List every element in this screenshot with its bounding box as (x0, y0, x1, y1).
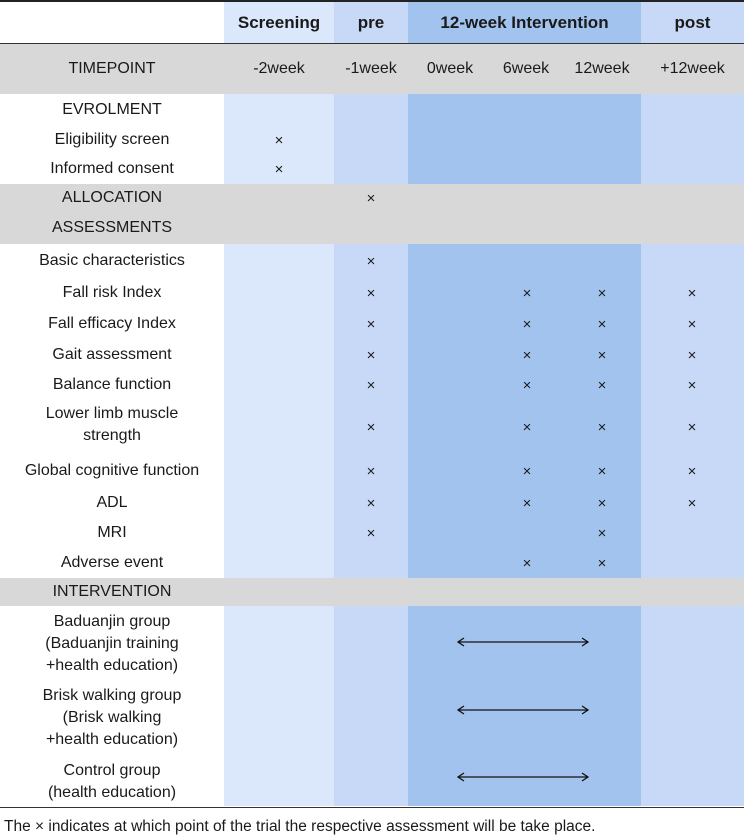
brisk-line-2: (Brisk walking (62, 709, 162, 726)
baduanjin-line-2: (Baduanjin training (45, 635, 179, 652)
timepoint-12week: 12week (574, 60, 630, 77)
row-basic-characteristics: Basic characteristics (39, 252, 185, 269)
mark-gait-12week: × (597, 347, 607, 364)
group-control (0, 759, 224, 805)
header-post: post (641, 2, 744, 44)
row-mri: MRI (97, 524, 127, 541)
baduanjin-line-3: +health education) (45, 657, 179, 674)
mark-mri-minus-1week: × (366, 525, 376, 542)
header-screening: Screening (224, 2, 334, 44)
lower-limb-line-2: strength (83, 427, 141, 444)
mark-allocation-minus-1week: × (366, 190, 376, 207)
mark-fallefficacy-12week: × (597, 316, 607, 333)
mark-adl-minus-1week: × (366, 495, 376, 512)
mark-cognitive-12week: × (597, 463, 607, 480)
mark-balance-plus-12week: × (687, 377, 697, 394)
timepoint-minus-1week: -1week (345, 60, 397, 77)
group-baduanjin (0, 610, 224, 678)
pre-band-intervention (334, 606, 408, 806)
mark-adl-6week: × (522, 495, 532, 512)
baduanjin-duration-arrow (456, 636, 590, 648)
mark-balance-6week: × (522, 377, 532, 394)
row-fall-efficacy-index: Fall efficacy Index (48, 315, 176, 332)
mark-cognitive-minus-1week: × (366, 463, 376, 480)
mark-adverse-6week: × (522, 555, 532, 572)
mark-adverse-12week: × (597, 555, 607, 572)
section-allocation: ALLOCATION (61, 189, 163, 206)
post-band-enrolment (641, 94, 744, 184)
mark-cognitive-plus-12week: × (687, 463, 697, 480)
mark-gait-minus-1week: × (366, 347, 376, 364)
section-enrolment: EVROLMENT (62, 101, 162, 118)
mark-consent-minus-2week: × (274, 161, 284, 178)
control-duration-arrow (456, 771, 590, 783)
pre-band-enrolment (334, 94, 408, 184)
mark-fallrisk-6week: × (522, 285, 532, 302)
row-informed-consent: Informed consent (50, 160, 174, 177)
mark-fallrisk-minus-1week: × (366, 285, 376, 302)
mark-lowerlimb-6week: × (522, 419, 532, 436)
timepoint-0week: 0week (426, 60, 474, 77)
section-intervention: INTERVENTION (52, 583, 172, 600)
row-global-cognitive-function: Global cognitive function (24, 462, 200, 479)
brisk-line-1: Brisk walking group (42, 687, 182, 704)
lower-limb-line-1: Lower limb muscle (45, 405, 179, 422)
timepoint-plus-12week: +12week (660, 60, 725, 77)
post-band-intervention (641, 606, 744, 806)
header-intervention: 12-week Intervention (408, 2, 641, 44)
row-gait-assessment: Gait assessment (52, 346, 172, 363)
timepoint-minus-2week: -2week (253, 60, 305, 77)
mark-balance-minus-1week: × (366, 377, 376, 394)
row-fall-risk-index: Fall risk Index (62, 284, 162, 301)
baduanjin-line-1: Baduanjin group (53, 613, 171, 630)
mark-lowerlimb-12week: × (597, 419, 607, 436)
mark-eligibility-minus-2week: × (274, 132, 284, 149)
mark-balance-12week: × (597, 377, 607, 394)
mark-fallrisk-12week: × (597, 285, 607, 302)
row-lower-limb-muscle-strength (0, 403, 224, 447)
footnote: The × indicates at which point of the trial the respective assessment will be take place. (4, 818, 596, 835)
row-eligibility-screen: Eligibility screen (54, 131, 170, 148)
mark-fallefficacy-plus-12week: × (687, 316, 697, 333)
timepoint-6week: 6week (502, 60, 550, 77)
intervention-band-enrolment (408, 94, 641, 184)
mark-fallefficacy-6week: × (522, 316, 532, 333)
brisk-walking-duration-arrow (456, 704, 590, 716)
header-pre: pre (334, 2, 408, 44)
group-brisk-walking (0, 684, 224, 752)
control-line-2: (health education) (47, 784, 177, 801)
mark-lowerlimb-minus-1week: × (366, 419, 376, 436)
timepoint-label: TIMEPOINT (68, 60, 156, 77)
brisk-line-3: +health education) (45, 731, 179, 748)
screening-band-assessments (224, 244, 334, 578)
mark-basic-minus-1week: × (366, 253, 376, 270)
screening-band-intervention (224, 606, 334, 806)
mark-fallrisk-plus-12week: × (687, 285, 697, 302)
mark-lowerlimb-plus-12week: × (687, 419, 697, 436)
mark-mri-12week: × (597, 525, 607, 542)
mark-gait-plus-12week: × (687, 347, 697, 364)
control-line-1: Control group (63, 762, 161, 779)
mark-fallefficacy-minus-1week: × (366, 316, 376, 333)
mark-adl-plus-12week: × (687, 495, 697, 512)
mark-adl-12week: × (597, 495, 607, 512)
row-adverse-event: Adverse event (60, 554, 164, 571)
mark-gait-6week: × (522, 347, 532, 364)
mark-cognitive-6week: × (522, 463, 532, 480)
row-adl: ADL (96, 494, 128, 511)
section-assessments: ASSESSMENTS (51, 219, 173, 236)
row-balance-function: Balance function (52, 376, 172, 393)
